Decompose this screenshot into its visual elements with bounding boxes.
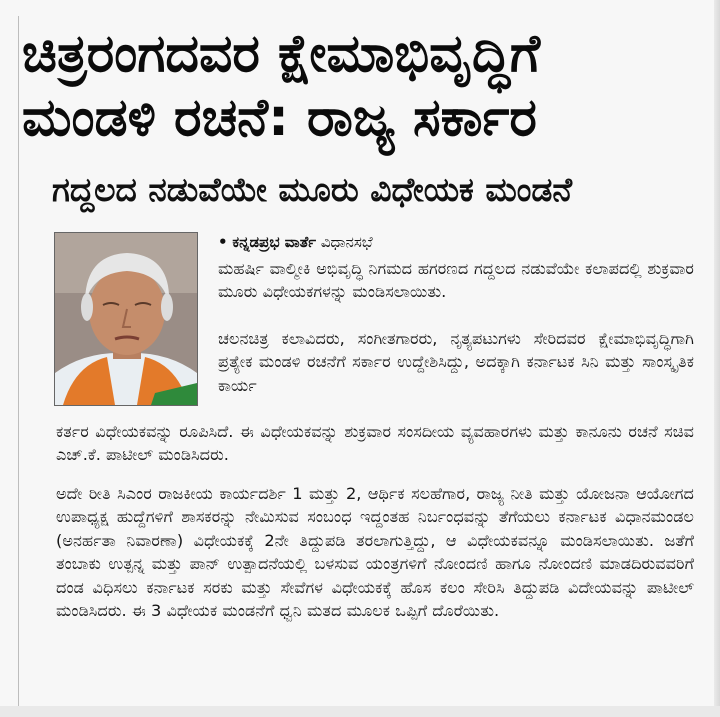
byline-source: ಕನ್ನಡಪ್ರಭ ವಾರ್ತೆ (232, 233, 317, 251)
portrait-image (55, 233, 197, 405)
paragraph-1: ಮಹರ್ಷಿ ವಾಲ್ಮೀಕಿ ಅಭಿವೃದ್ಧಿ ನಿಗಮದ ಹಗರಣದ ಗದ್ದಲದ ನಡುವೆಯೇ ಕಲಾಪದಲ್ಲಿ ಶುಕ್ರವಾರ ಮೂರು ವಿಧೇಯಕಗಳನ್ನು ಮಂಡಿಸಲಾಯಿತು. (218, 259, 694, 302)
column-rule (18, 16, 19, 706)
subheadline: ಗದ್ದಲದ ನಡುವೆಯೇ ಮೂರು ವಿಧೇಯಕ ಮಂಡನೆ (52, 170, 573, 209)
page-edge-shadow (714, 0, 720, 717)
headline-line-2: ಮಂಡಳಿ ರಚನೆ: ರಾಜ್ಯ ಸರ್ಕಾರ (22, 88, 537, 148)
paragraph-3: ಅದೇ ರೀತಿ ಸಿಎಂರ ರಾಜಕೀಯ ಕಾರ್ಯದರ್ಶಿ 1 ಮತ್ತು 2, ಆರ್ಥಿಕ ಸಲಹೆಗಾರ, ರಾಜ್ಯ ನೀತಿ ಮತ್ತು ಯೋಜನಾ ಆಯೋಗದ ಉಪಾಧ್ಯಕ್ಷ ಹುದ್ದೆಗಳಿಗೆ ಶಾಸಕರನ್ನು ನೇಮಿಸುವ ಸಂಬಂಧ ಇದ್ದಂತಹ ನಿರ್ಬಂಧವನ್ನು ತೆಗೆಯಲು ಕರ್ನಾಟಕ ವಿಧಾನಮಂಡಲ (ಅನರ್ಹತಾ ನಿವಾರಣಾ) ವಿಧೇಯಕಕ್ಕೆ 2ನೇ ತಿದ್ದುಪಡಿ ತರಲಾಗುತ್ತಿದ್ದು, ಆ ವಿಧೇಯಕವನ್ನೂ ಮಂಡಿಸಲಾಯಿತು. ಜತೆಗೆ ತಂಬಾಕು ಉತ್ಪನ್ನ ಮತ್ತು ಪಾನ್ ಉತ್ಪಾದನೆಯಲ್ಲಿ ಬಳಸುವ ಯಂತ್ರಗಳಿಗೆ ನೋಂದಣಿ ಹಾಗೂ ನೋಂದಣಿ ಮಾಡದಿರುವವರಿಗೆ ದಂಡ ವಿಧಿಸಲು ಕರ್ನಾಟಕ ಸರಕು ಮತ್ತು ಸೇವೆಗಳ ವಿಧೇಯಕಕ್ಕೆ ಹೊಸ ಕಲಂ ಸೇರಿಸಿ ತಿದ್ದುಪಡಿ ವಿದೇಯವನ್ನು ಪಾಟೀಲ್ ಮಂಡಿಸಿದರು. ಈ 3 ವಿಧೇಯಕ ಮಂಡನೆಗೆ ಧ್ವನಿ ಮತದ ಮೂಲಕ ಒಪ್ಪಿಗೆ ದೊರೆಯಿತು. (56, 484, 694, 621)
portrait-photo (54, 232, 198, 406)
byline (218, 232, 698, 252)
paragraph-2-part-2: ಕರ್ತರ ವಿಧೇಯಕವನ್ನು ರೂಪಿಸಿದೆ. ಈ ವಿಧೇಯಕವನ್ನು ಶುಕ್ರವಾರ ಸಂಸದೀಯ ವ್ಯವಹಾರಗಳು ಮತ್ತು ಕಾನೂನು ರಚನೆ ಸಚಿವ ಎಚ್.ಕೆ. ಪಾಟೀಲ್ ಮಂಡಿಸಿದರು. (56, 422, 694, 465)
byline-bullet: • (218, 233, 228, 251)
byline-location: ವಿಧಾನಸಭೆ (320, 233, 373, 251)
paragraph-2-part-1: ಚಲನಚಿತ್ರ ಕಲಾವಿದರು, ಸಂಗೀತಗಾರರು, ನೃತ್ಯಪಟುಗಳು ಸೇರಿದವರ ಕ್ಷೇಮಾಭಿವೃದ್ಧಿಗಾಗಿ ಪ್ರತ್ಯೇಕ ಮಂಡಳಿ ರಚನೆಗೆ ಸರ್ಕಾರ ಉದ್ದೇಶಿಸಿದ್ದು, ಅದಕ್ಕಾಗಿ ಕರ್ನಾಟಕ ಸಿನಿ ಮತ್ತು ಸಾಂಸ್ಕೃತಿಕ ಕಾರ್ಯ (218, 329, 694, 395)
page-bottom-margin (0, 706, 720, 717)
headline-line-1: ಚಿತ್ರರಂಗದವರ ಕ್ಷೇಮಾಭಿವೃದ್ಧಿಗೆ (22, 24, 541, 84)
